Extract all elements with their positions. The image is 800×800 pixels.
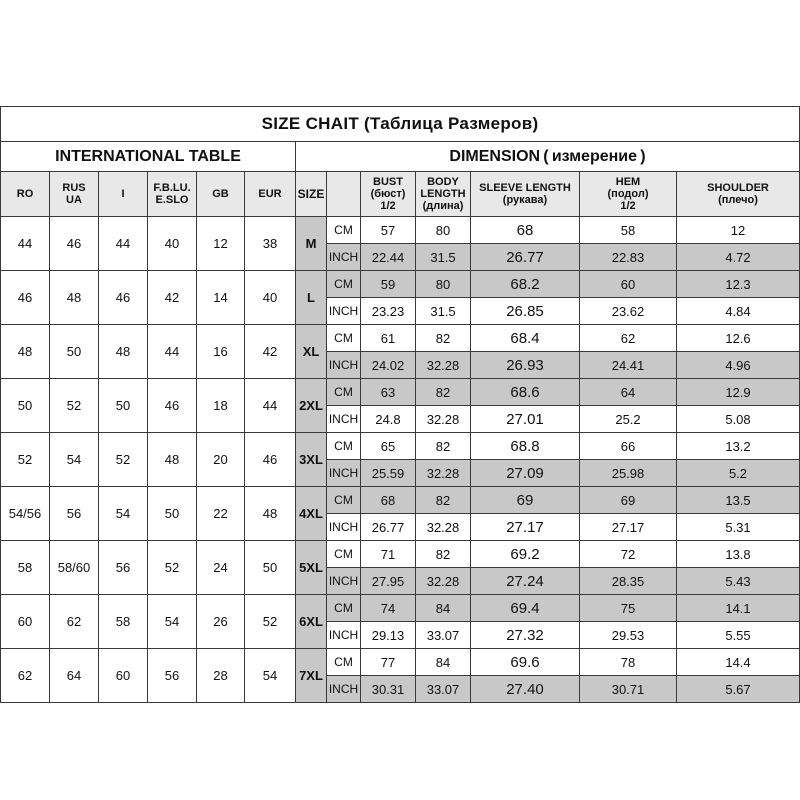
measurement-inch-cell: 29.13 <box>361 622 416 649</box>
measurement-cm-cell: 58 <box>580 217 677 244</box>
measurement-inch-cell: 31.5 <box>416 244 471 271</box>
unit-cm-label: CM <box>327 541 361 568</box>
intl-size-cell: 58 <box>99 595 148 649</box>
intl-size-cell: 56 <box>148 649 197 703</box>
intl-column-header: F.B.LU. E.SLO <box>148 172 197 217</box>
measurement-cm-cell: 82 <box>416 541 471 568</box>
intl-size-cell: 46 <box>50 217 99 271</box>
intl-size-cell: 44 <box>0 217 50 271</box>
intl-size-cell: 44 <box>99 217 148 271</box>
intl-size-cell: 54/56 <box>0 487 50 541</box>
measurement-inch-cell: 23.23 <box>361 298 416 325</box>
measurement-cm-cell: 78 <box>580 649 677 676</box>
chart-title: SIZE CHAIT (Таблица Размеров) <box>0 106 800 142</box>
unit-cm-label: CM <box>327 595 361 622</box>
size-column-header: SIZE <box>296 172 327 217</box>
intl-size-cell: 20 <box>197 433 245 487</box>
measurement-cm-cell: 60 <box>580 271 677 298</box>
unit-inch-label: INCH <box>327 244 361 271</box>
intl-size-cell: 38 <box>245 217 296 271</box>
intl-size-cell: 50 <box>99 379 148 433</box>
measurement-cm-cell: 64 <box>580 379 677 406</box>
intl-size-cell: 50 <box>0 379 50 433</box>
intl-column-header: I <box>99 172 148 217</box>
unit-cm-label: CM <box>327 271 361 298</box>
intl-size-cell: 48 <box>148 433 197 487</box>
intl-size-cell: 48 <box>245 487 296 541</box>
measurement-inch-cell: 5.2 <box>677 460 800 487</box>
dimension-table-title: DIMENSION ( измерение ) <box>296 142 800 172</box>
measurement-inch-cell: 26.77 <box>471 244 580 271</box>
measurement-cm-cell: 62 <box>580 325 677 352</box>
measurement-cm-cell: 75 <box>580 595 677 622</box>
intl-column-header: RO <box>0 172 50 217</box>
intl-column-header: EUR <box>245 172 296 217</box>
measurement-cm-cell: 69.4 <box>471 595 580 622</box>
measurement-inch-cell: 32.28 <box>416 514 471 541</box>
measurement-inch-cell: 22.83 <box>580 244 677 271</box>
intl-size-cell: 44 <box>245 379 296 433</box>
intl-size-cell: 52 <box>148 541 197 595</box>
measurement-cm-cell: 69.6 <box>471 649 580 676</box>
intl-size-cell: 42 <box>148 271 197 325</box>
intl-size-cell: 46 <box>148 379 197 433</box>
intl-size-cell: 42 <box>245 325 296 379</box>
measurement-inch-cell: 27.01 <box>471 406 580 433</box>
unit-inch-label: INCH <box>327 568 361 595</box>
size-label: 5XL <box>296 541 327 595</box>
intl-size-cell: 64 <box>50 649 99 703</box>
measurement-cm-cell: 82 <box>416 487 471 514</box>
unit-cm-label: CM <box>327 487 361 514</box>
measurement-cm-cell: 72 <box>580 541 677 568</box>
measurement-inch-cell: 24.8 <box>361 406 416 433</box>
size-label: 4XL <box>296 487 327 541</box>
measurement-cm-cell: 82 <box>416 433 471 460</box>
intl-size-cell: 52 <box>99 433 148 487</box>
measurement-cm-cell: 12 <box>677 217 800 244</box>
international-table-title: INTERNATIONAL TABLE <box>0 142 296 172</box>
intl-column-header: GB <box>197 172 245 217</box>
measurement-inch-cell: 24.02 <box>361 352 416 379</box>
measurement-cm-cell: 84 <box>416 595 471 622</box>
unit-inch-label: INCH <box>327 460 361 487</box>
measurement-cm-cell: 80 <box>416 271 471 298</box>
measurement-cm-cell: 57 <box>361 217 416 244</box>
intl-size-cell: 48 <box>99 325 148 379</box>
measurement-inch-cell: 5.67 <box>677 676 800 703</box>
dimension-column-header: SHOULDER (плечо) <box>677 172 800 217</box>
measurement-cm-cell: 69 <box>471 487 580 514</box>
measurement-inch-cell: 29.53 <box>580 622 677 649</box>
measurement-cm-cell: 63 <box>361 379 416 406</box>
intl-size-cell: 48 <box>0 325 50 379</box>
measurement-inch-cell: 32.28 <box>416 406 471 433</box>
measurement-cm-cell: 68.2 <box>471 271 580 298</box>
measurement-inch-cell: 28.35 <box>580 568 677 595</box>
intl-size-cell: 50 <box>148 487 197 541</box>
measurement-inch-cell: 5.08 <box>677 406 800 433</box>
measurement-cm-cell: 80 <box>416 217 471 244</box>
dimension-column-header: BUST (бюст) 1/2 <box>361 172 416 217</box>
size-label: 7XL <box>296 649 327 703</box>
intl-size-cell: 40 <box>245 271 296 325</box>
measurement-inch-cell: 25.98 <box>580 460 677 487</box>
intl-size-cell: 56 <box>50 487 99 541</box>
unit-cm-label: CM <box>327 649 361 676</box>
intl-size-cell: 58/60 <box>50 541 99 595</box>
intl-size-cell: 54 <box>99 487 148 541</box>
measurement-inch-cell: 33.07 <box>416 622 471 649</box>
measurement-inch-cell: 24.41 <box>580 352 677 379</box>
dimension-column-header: SLEEVE LENGTH (рукава) <box>471 172 580 217</box>
measurement-inch-cell: 26.93 <box>471 352 580 379</box>
unit-cm-label: CM <box>327 217 361 244</box>
measurement-inch-cell: 27.09 <box>471 460 580 487</box>
measurement-cm-cell: 74 <box>361 595 416 622</box>
intl-size-cell: 46 <box>99 271 148 325</box>
measurement-cm-cell: 84 <box>416 649 471 676</box>
intl-size-cell: 50 <box>245 541 296 595</box>
measurement-cm-cell: 13.5 <box>677 487 800 514</box>
measurement-inch-cell: 27.40 <box>471 676 580 703</box>
measurement-cm-cell: 71 <box>361 541 416 568</box>
unit-cm-label: CM <box>327 379 361 406</box>
measurement-inch-cell: 25.2 <box>580 406 677 433</box>
measurement-inch-cell: 33.07 <box>416 676 471 703</box>
intl-size-cell: 52 <box>0 433 50 487</box>
intl-size-cell: 50 <box>50 325 99 379</box>
intl-size-cell: 26 <box>197 595 245 649</box>
measurement-inch-cell: 5.55 <box>677 622 800 649</box>
unit-column-header <box>327 172 361 217</box>
intl-size-cell: 48 <box>50 271 99 325</box>
measurement-cm-cell: 66 <box>580 433 677 460</box>
measurement-inch-cell: 31.5 <box>416 298 471 325</box>
unit-inch-label: INCH <box>327 676 361 703</box>
measurement-cm-cell: 68.4 <box>471 325 580 352</box>
measurement-inch-cell: 27.17 <box>580 514 677 541</box>
measurement-cm-cell: 14.1 <box>677 595 800 622</box>
measurement-cm-cell: 68.8 <box>471 433 580 460</box>
unit-inch-label: INCH <box>327 298 361 325</box>
measurement-inch-cell: 32.28 <box>416 568 471 595</box>
intl-size-cell: 62 <box>0 649 50 703</box>
measurement-cm-cell: 12.6 <box>677 325 800 352</box>
measurement-inch-cell: 27.32 <box>471 622 580 649</box>
measurement-cm-cell: 13.8 <box>677 541 800 568</box>
measurement-cm-cell: 68.6 <box>471 379 580 406</box>
intl-size-cell: 54 <box>148 595 197 649</box>
intl-size-cell: 52 <box>50 379 99 433</box>
measurement-cm-cell: 65 <box>361 433 416 460</box>
unit-cm-label: CM <box>327 433 361 460</box>
measurement-inch-cell: 22.44 <box>361 244 416 271</box>
size-label: 6XL <box>296 595 327 649</box>
measurement-cm-cell: 13.2 <box>677 433 800 460</box>
unit-inch-label: INCH <box>327 352 361 379</box>
intl-size-cell: 44 <box>148 325 197 379</box>
measurement-inch-cell: 27.24 <box>471 568 580 595</box>
measurement-cm-cell: 68 <box>361 487 416 514</box>
intl-size-cell: 14 <box>197 271 245 325</box>
size-label: XL <box>296 325 327 379</box>
intl-size-cell: 46 <box>245 433 296 487</box>
size-label: M <box>296 217 327 271</box>
measurement-inch-cell: 27.95 <box>361 568 416 595</box>
measurement-inch-cell: 5.43 <box>677 568 800 595</box>
measurement-inch-cell: 32.28 <box>416 352 471 379</box>
measurement-inch-cell: 25.59 <box>361 460 416 487</box>
measurement-inch-cell: 4.72 <box>677 244 800 271</box>
intl-size-cell: 52 <box>245 595 296 649</box>
measurement-inch-cell: 5.31 <box>677 514 800 541</box>
size-label: 3XL <box>296 433 327 487</box>
dimension-column-header: BODY LENGTH (длина) <box>416 172 471 217</box>
intl-size-cell: 46 <box>0 271 50 325</box>
intl-column-header: RUS UA <box>50 172 99 217</box>
intl-size-cell: 60 <box>99 649 148 703</box>
intl-size-cell: 56 <box>99 541 148 595</box>
measurement-cm-cell: 77 <box>361 649 416 676</box>
measurement-cm-cell: 69 <box>580 487 677 514</box>
measurement-inch-cell: 32.28 <box>416 460 471 487</box>
measurement-cm-cell: 69.2 <box>471 541 580 568</box>
intl-size-cell: 54 <box>50 433 99 487</box>
intl-size-cell: 28 <box>197 649 245 703</box>
intl-size-cell: 40 <box>148 217 197 271</box>
measurement-inch-cell: 30.31 <box>361 676 416 703</box>
measurement-inch-cell: 4.96 <box>677 352 800 379</box>
measurement-inch-cell: 4.84 <box>677 298 800 325</box>
intl-size-cell: 22 <box>197 487 245 541</box>
measurement-inch-cell: 23.62 <box>580 298 677 325</box>
intl-size-cell: 18 <box>197 379 245 433</box>
unit-inch-label: INCH <box>327 622 361 649</box>
intl-size-cell: 54 <box>245 649 296 703</box>
measurement-cm-cell: 59 <box>361 271 416 298</box>
measurement-cm-cell: 82 <box>416 325 471 352</box>
intl-size-cell: 62 <box>50 595 99 649</box>
unit-cm-label: CM <box>327 325 361 352</box>
unit-inch-label: INCH <box>327 514 361 541</box>
size-label: 2XL <box>296 379 327 433</box>
measurement-inch-cell: 26.77 <box>361 514 416 541</box>
intl-size-cell: 58 <box>0 541 50 595</box>
measurement-cm-cell: 14.4 <box>677 649 800 676</box>
unit-inch-label: INCH <box>327 406 361 433</box>
intl-size-cell: 60 <box>0 595 50 649</box>
measurement-cm-cell: 61 <box>361 325 416 352</box>
intl-size-cell: 16 <box>197 325 245 379</box>
size-label: L <box>296 271 327 325</box>
measurement-inch-cell: 30.71 <box>580 676 677 703</box>
measurement-cm-cell: 68 <box>471 217 580 244</box>
measurement-cm-cell: 12.9 <box>677 379 800 406</box>
intl-size-cell: 12 <box>197 217 245 271</box>
dimension-column-header: HEM (подол) 1/2 <box>580 172 677 217</box>
measurement-cm-cell: 82 <box>416 379 471 406</box>
measurement-cm-cell: 12.3 <box>677 271 800 298</box>
intl-size-cell: 24 <box>197 541 245 595</box>
measurement-inch-cell: 26.85 <box>471 298 580 325</box>
measurement-inch-cell: 27.17 <box>471 514 580 541</box>
